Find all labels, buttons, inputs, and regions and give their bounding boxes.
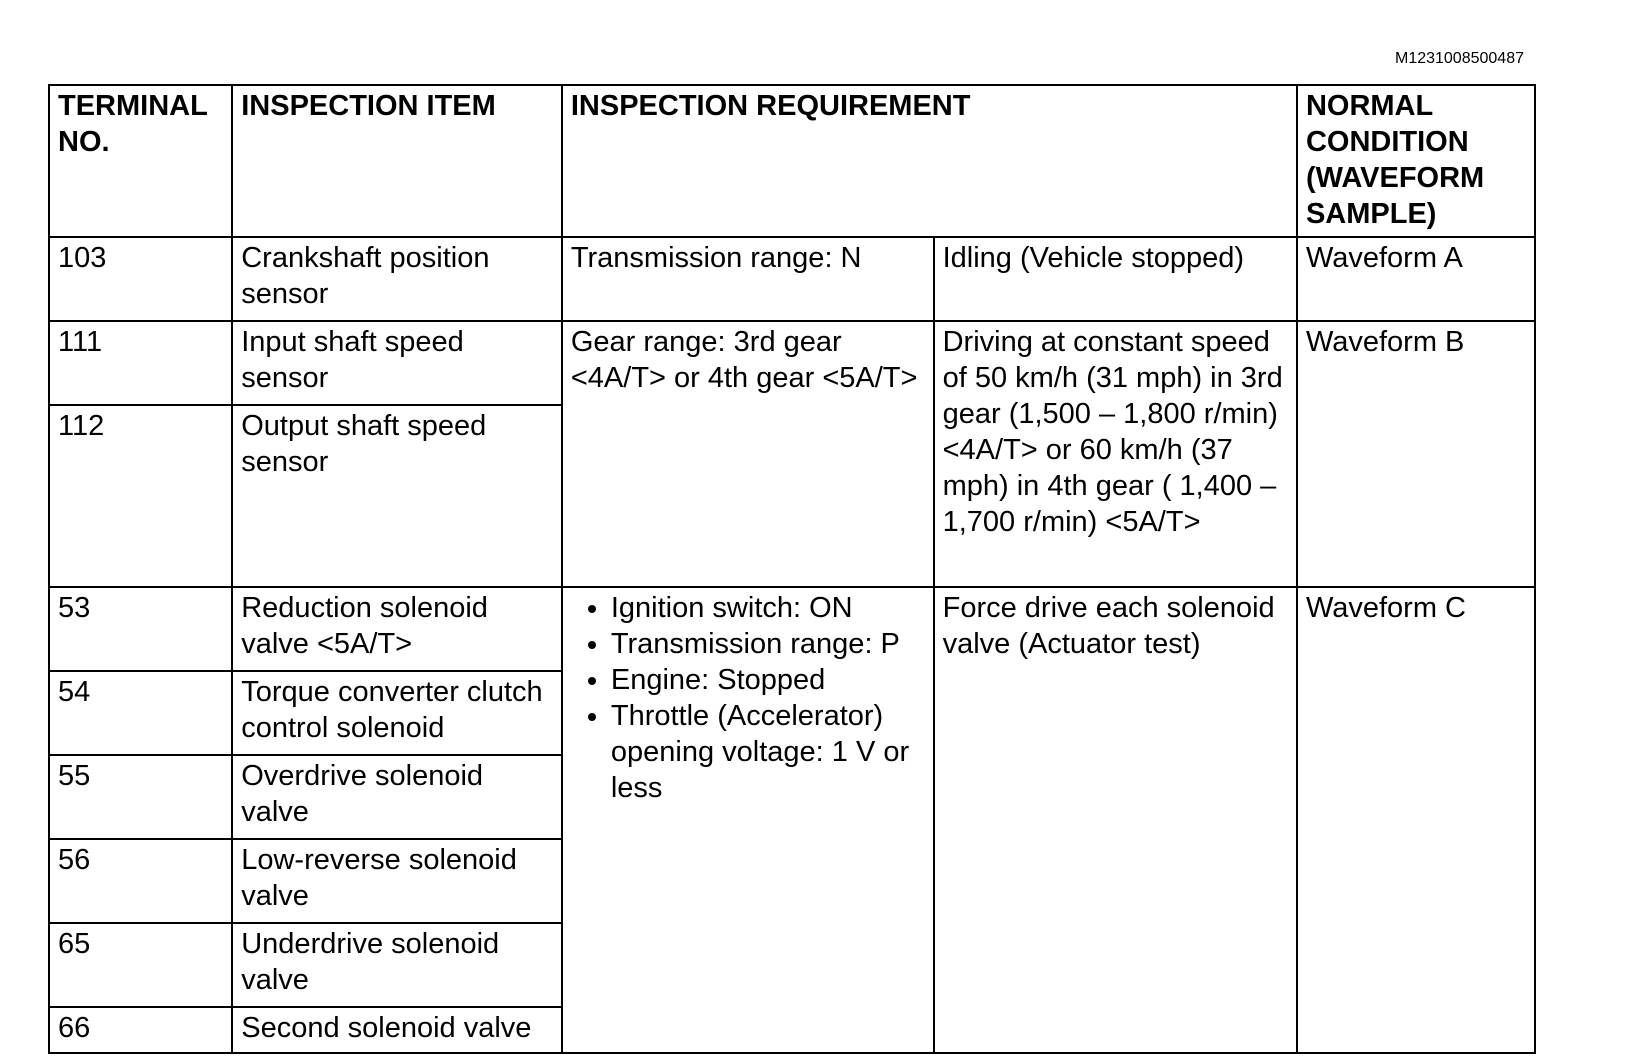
inspection-item-cell: Low-reverse solenoid valve (232, 839, 562, 923)
inspection-table (48, 84, 1536, 1054)
header-normal-condition: NORMAL CONDITION (WAVEFORM SAMPLE) (1297, 85, 1535, 237)
terminal-cell: 103 (49, 237, 232, 321)
requirement-state-cell: Force drive each solenoid valve (Actuator test) (934, 587, 1297, 1053)
table-row (49, 321, 1535, 405)
inspection-item-cell: Torque converter clutch control solenoid (232, 671, 562, 755)
header-inspection-item: INSPECTION ITEM (232, 85, 562, 237)
requirement-condition-cell: Gear range: 3rd gear <4A/T> or 4th gear <5A/T> (562, 321, 934, 587)
inspection-item-cell: Input shaft speed sensor (232, 321, 562, 405)
list-item: • Engine: Stopped (611, 662, 925, 698)
list-item: • Transmission range: P (611, 626, 925, 662)
terminal-cell: 111 (49, 321, 232, 405)
normal-condition-cell: Waveform C (1297, 587, 1535, 1053)
terminal-cell: 53 (49, 587, 232, 671)
requirement-state-cell: Idling (Vehicle stopped) (934, 237, 1297, 321)
requirement-condition-cell (562, 587, 934, 1053)
terminal-cell: 56 (49, 839, 232, 923)
normal-condition-cell: Waveform B (1297, 321, 1535, 587)
requirement-condition-list (571, 590, 925, 806)
table-row (49, 587, 1535, 671)
inspection-item-cell: Second solenoid valve (232, 1007, 562, 1053)
terminal-cell: 55 (49, 755, 232, 839)
table-row (49, 237, 1535, 321)
inspection-item-cell: Crankshaft position sensor (232, 237, 562, 321)
inspection-item-cell: Underdrive solenoid valve (232, 923, 562, 1007)
header-row (49, 85, 1535, 237)
requirement-condition-cell: Transmission range: N (562, 237, 934, 321)
terminal-cell: 54 (49, 671, 232, 755)
terminal-cell: 66 (49, 1007, 232, 1053)
terminal-cell: 112 (49, 405, 232, 587)
list-item: • Ignition switch: ON (611, 590, 925, 626)
requirement-state-cell: Driving at constant speed of 50 km/h (31 mph) in 3rd gear (1,500 – 1,800 r/min) <4A/T> or 60 km/h (37 mph) in 4th gear ( 1,400 –1,700 r/min) <5A/T> (934, 321, 1297, 587)
inspection-item-cell: Overdrive solenoid valve (232, 755, 562, 839)
normal-condition-cell: Waveform A (1297, 237, 1535, 321)
inspection-item-cell: Output shaft speed sensor (232, 405, 562, 587)
header-terminal-no: TERMINAL NO. (49, 85, 232, 237)
inspection-item-cell: Reduction solenoid valve <5A/T> (232, 587, 562, 671)
header-inspection-requirement: INSPECTION REQUIREMENT (562, 85, 1297, 237)
list-item: • Throttle (Accelerator) opening voltage: 1 V or less (611, 698, 925, 806)
terminal-cell: 65 (49, 923, 232, 1007)
document-id: M1231008500487 (1394, 50, 1524, 67)
